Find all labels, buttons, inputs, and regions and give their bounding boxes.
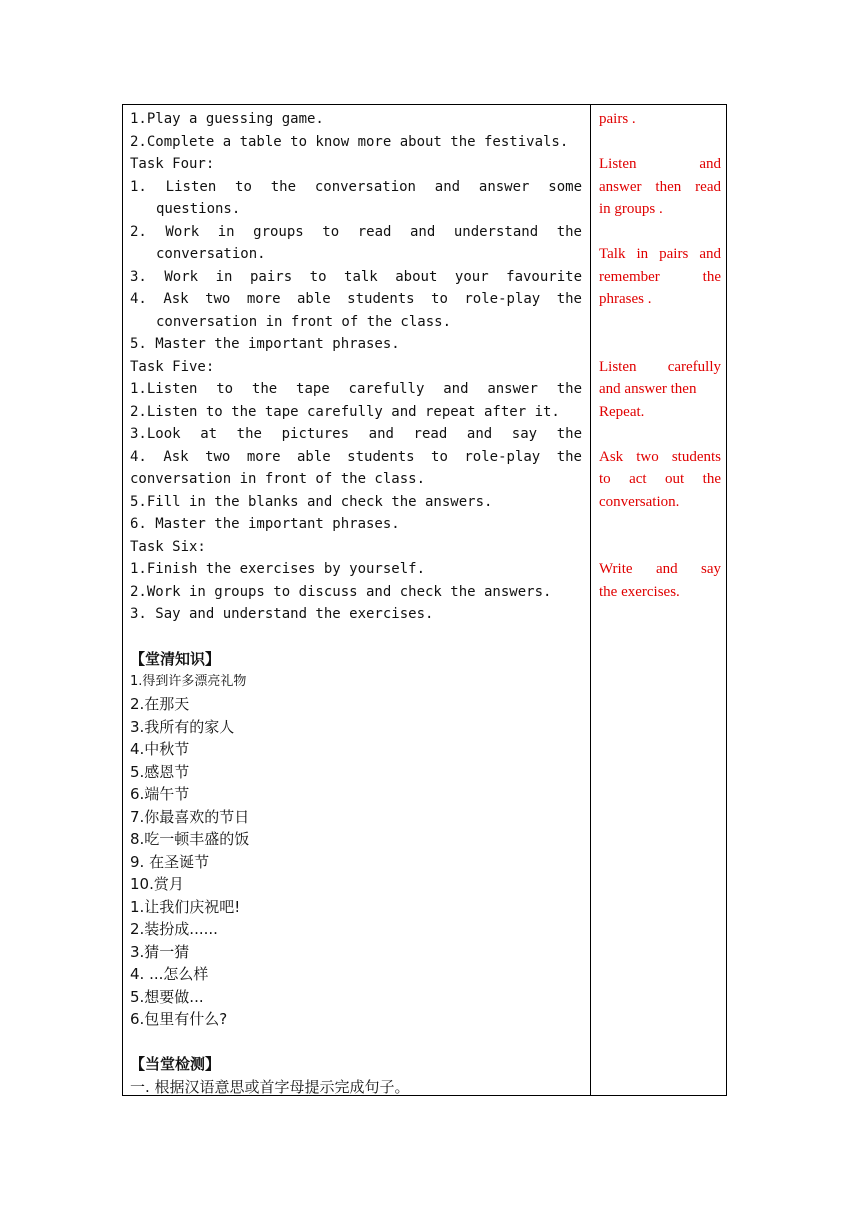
activity-line: 3.我所有的家人 [130, 717, 235, 736]
activity-line: 2.装扮成...... [130, 920, 218, 938]
blank-line [599, 131, 721, 154]
activity-line: 5.感恩节 [130, 762, 190, 781]
activity-line: 6.端午节 [130, 785, 190, 803]
teacher-note-line: remember the [599, 268, 721, 285]
activity-line: 7.你最喜欢的节日 [130, 807, 250, 826]
activity-line: 6. Master the important phrases. [130, 516, 400, 532]
teacher-note-line: pairs . [599, 111, 636, 127]
activity-line: 【当堂检测】 [130, 1055, 221, 1073]
activity-line: 1.Play a guessing game. [130, 111, 324, 127]
activity-line: 4. Ask two more able students to role-play the [130, 291, 582, 307]
activity-line: conversation. [156, 246, 266, 262]
teacher-note-line: in groups . [599, 201, 663, 217]
activity-line: 6.包里有什么? [130, 1010, 228, 1028]
activity-line: 9. 在圣诞节 [130, 852, 210, 871]
teacher-note-line: Listen and [599, 156, 721, 172]
activity-line: 2.在那天 [130, 695, 190, 713]
blank-line [599, 311, 721, 334]
activity-line: Task Four: [130, 156, 215, 172]
activity-line: 2.Work in groups to discuss and check the answers. [130, 583, 552, 600]
teacher-note-line: the exercises. [599, 583, 680, 600]
activity-line: 2. Work in groups to read and understand the [130, 223, 582, 240]
activity-line: 5. Master the important phrases. [130, 336, 400, 352]
teacher-note-line: Ask two students [599, 448, 721, 465]
activity-line: 3. Work in pairs to talk about your favourite [130, 268, 582, 285]
blank-line [130, 626, 582, 649]
activity-line: 5.Fill in the blanks and check the answers. [130, 493, 493, 510]
activity-line: 10.赏月 [130, 875, 184, 893]
blank-line [599, 221, 721, 244]
blank-line [130, 1031, 582, 1054]
activity-line: 【堂清知识】 [130, 650, 221, 668]
activity-line: 1.Listen to the tape carefully and answer the [130, 381, 582, 397]
blank-line [599, 513, 721, 536]
activity-line: Task Five: [130, 358, 215, 375]
teacher-note-line: phrases . [599, 291, 652, 307]
teacher-note-line: and answer then [599, 381, 697, 397]
blank-line [599, 423, 721, 446]
activity-line: 3.猜一猜 [130, 942, 190, 961]
activity-line: 3.Look at the pictures and read and say the [130, 426, 582, 442]
activity-line: 1.让我们庆祝吧! [130, 897, 241, 916]
blank-line [599, 333, 721, 356]
teacher-note-line: Talk in pairs and [599, 246, 721, 262]
activity-line: 1.Finish the exercises by yourself. [130, 561, 426, 577]
column-divider [590, 105, 591, 1095]
activity-line: 8.吃一顿丰盛的饭 [130, 830, 250, 848]
activity-line: 3. Say and understand the exercises. [130, 606, 434, 622]
teacher-note-line: Repeat. [599, 403, 645, 420]
teacher-note-line: conversation. [599, 493, 680, 510]
activity-line: 4.中秋节 [130, 740, 190, 758]
activity-line: questions. [156, 201, 241, 217]
activity-line: 一. 根据汉语意思或首字母提示完成句子。 [130, 1077, 410, 1096]
activity-line: 2.Listen to the tape carefully and repeat after it. [130, 403, 560, 420]
teacher-note-line: to act out the [599, 471, 721, 487]
teacher-notes-column [599, 108, 721, 603]
activity-line: 4. ...怎么样 [130, 965, 209, 983]
activity-line: 1.得到许多漂亮礼物 [130, 673, 247, 689]
activity-line: 4. Ask two more able students to role-play the [130, 448, 582, 465]
activity-line: 2.Complete a table to know more about the festivals. [130, 133, 569, 150]
teacher-note-line: answer then read [599, 178, 721, 195]
activity-line: conversation in front of the class. [130, 471, 426, 487]
blank-line [599, 536, 721, 559]
activity-line: Task Six: [130, 538, 206, 555]
teacher-note-line: Listen carefully [599, 358, 721, 375]
activity-line: 5.想要做... [130, 987, 204, 1006]
activity-line: conversation in front of the class. [156, 313, 452, 330]
teacher-note-line: Write and say [599, 561, 721, 577]
activity-line: 1. Listen to the conversation and answer some [130, 178, 582, 195]
student-activities-column [130, 108, 582, 1098]
lesson-table [122, 104, 727, 1096]
